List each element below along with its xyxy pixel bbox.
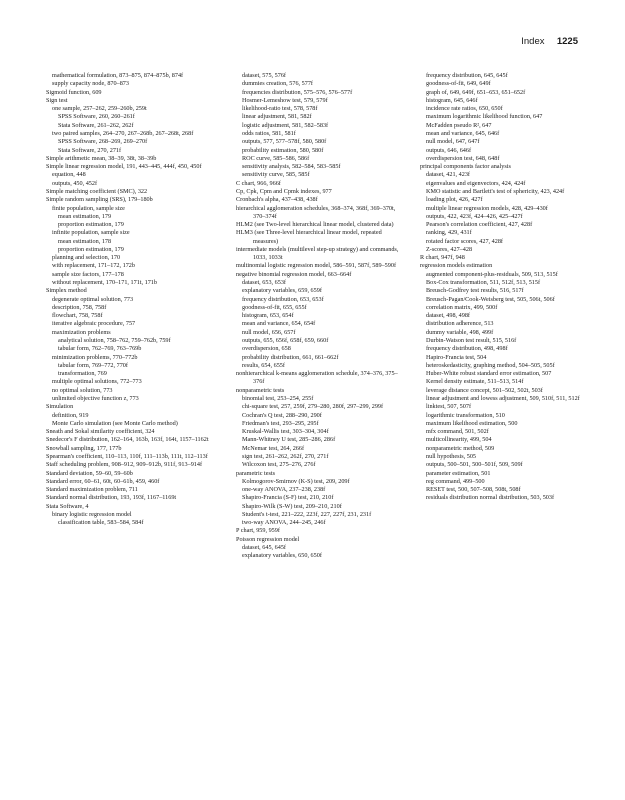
index-entry: Student's t-test, 221–222, 223f, 227, 227f, 231, 231f bbox=[242, 510, 372, 518]
index-entry: linear adjustment, 581, 582f bbox=[242, 113, 312, 121]
index-entry: McFadden pseudo R², 647 bbox=[426, 121, 492, 129]
index-entry: mean estimation, 178 bbox=[58, 237, 112, 245]
index-entry: McNemar test, 264, 266f bbox=[242, 444, 305, 452]
index-entry: results, 654, 655f bbox=[242, 361, 285, 369]
index-entry: Snowball sampling, 177, 177b bbox=[46, 444, 122, 452]
index-entry: no optimal solution, 773 bbox=[52, 386, 113, 394]
index-entry: maximum logarithmic likelihood function, 647 bbox=[426, 113, 543, 121]
index-entry: binomial test, 253–254, 255f bbox=[242, 394, 314, 402]
index-entry: Spearman's coefficient, 110–113, 110f, 111–113b, 111t, 112–113f bbox=[46, 452, 208, 460]
index-entry: Box-Cox transformation, 511, 512f, 513, 515f bbox=[426, 279, 541, 287]
index-entry: Stata Software, 261–262, 262f bbox=[58, 121, 134, 129]
index-entry: outputs, 500–501, 500–501f, 509, 509f bbox=[426, 461, 523, 469]
index-entry: tabular form, 762–769, 763–769b bbox=[58, 345, 142, 353]
index-entry: linktest, 507, 507f bbox=[426, 403, 472, 411]
index-entry: Sign test bbox=[46, 96, 68, 104]
index-entry: infinite population, sample size bbox=[52, 229, 130, 237]
index-entry: nonhierarchical k-means agglomeration schedule, 374–376, 375–376f bbox=[236, 370, 398, 386]
index-entry: outputs, 577, 577–578f, 580, 580f bbox=[242, 138, 327, 146]
index-entry: incidence rate ratios, 650, 650f bbox=[426, 105, 503, 113]
index-entry: sign test, 261–262, 262f, 270, 271f bbox=[242, 452, 329, 460]
index-entry: dataset, 498, 498f bbox=[426, 312, 470, 320]
index-entry: multicollinearity, 499, 504 bbox=[426, 436, 492, 444]
index-column-1 bbox=[46, 72, 218, 561]
index-entry: proportion estimation, 179 bbox=[58, 245, 124, 253]
index-entry: loading plot, 426, 427f bbox=[426, 196, 483, 204]
running-header-section: Index bbox=[521, 36, 545, 47]
index-entry: dataset, 653, 653f bbox=[242, 279, 286, 287]
index-entry: Stata Software, 270, 271f bbox=[58, 146, 122, 154]
index-entry: hierarchical agglomeration schedules, 368–374, 368f, 369–370t, 370–374f bbox=[236, 204, 396, 220]
index-entry: outputs, 646, 646f bbox=[426, 146, 472, 154]
index-entry: Simple linear regression model, 191, 443–445, 444f, 450, 450f bbox=[46, 163, 202, 171]
index-entry: Hosmer-Lemeshow test, 579, 579f bbox=[242, 96, 328, 104]
index-entry: Staff scheduling problem, 908–912, 909–912b, 911f, 913–914f bbox=[46, 461, 203, 469]
index-column-3 bbox=[414, 72, 586, 561]
index-entry: linear adjustment and lowess adjustment, 509, 510f, 511, 512f bbox=[426, 394, 580, 402]
index-entry: dummies creation, 576, 577f bbox=[242, 80, 313, 88]
index-entry: distribution adherence, 513 bbox=[426, 320, 494, 328]
index-entry: outputs, 450, 452f bbox=[52, 179, 98, 187]
index-entry: Mann-Whitney U test, 285–286, 286f bbox=[242, 436, 336, 444]
index-entry: frequency distribution, 653, 653f bbox=[242, 295, 324, 303]
index-entry: mfx command, 501, 502f bbox=[426, 428, 489, 436]
index-entry: Standard error, 60–61, 60t, 60–61b, 459, 460f bbox=[46, 477, 160, 485]
index-entry: maximization problems bbox=[52, 328, 111, 336]
index-entry: SPSS Software, 260, 260–261f bbox=[58, 113, 135, 121]
index-entry: Breusch-Pagan/Cook-Weisberg test, 505, 506t, 506f bbox=[426, 295, 555, 303]
index-entry: Simulation bbox=[46, 403, 74, 411]
index-entry: residuals distribution normal distribution, 503, 503f bbox=[426, 494, 555, 502]
index-entry: Z-scores, 427–428 bbox=[426, 245, 473, 253]
index-entry: without replacement, 170–171, 171t, 171b bbox=[52, 279, 157, 287]
index-entry: histogram, 645, 646f bbox=[426, 96, 478, 104]
index-entry: correlation matrix, 499, 500f bbox=[426, 303, 498, 311]
index-entry: Sneath and Sokal similarity coefficient, 324 bbox=[46, 428, 155, 436]
index-entry: outputs, 655, 656f, 658f, 659, 660f bbox=[242, 337, 329, 344]
index-entry: one sample, 257–262, 259–260b, 259t bbox=[52, 105, 147, 113]
index-entry: HLM2 (see Two-level hierarchical linear model, clustered data) bbox=[236, 221, 394, 229]
index-entry: graph of, 649, 649f, 651–653, 651–652f bbox=[426, 88, 526, 96]
index-entry: Kernel density estimate, 511–513, 514f bbox=[426, 378, 524, 386]
index-entry: heteroskedasticity, graphing method, 504–505, 505f bbox=[426, 361, 555, 369]
page-number: 1225 bbox=[556, 36, 578, 47]
index-entry: Standard maximization problem, 711 bbox=[46, 486, 138, 494]
index-entry: analytical solution, 758–762, 759–762b, 759f bbox=[58, 337, 171, 344]
index-entry: KMO statistic and Bartlett's test of sphericity, 423, 424f bbox=[426, 187, 565, 195]
index-entry: with replacement, 171–172, 172b bbox=[52, 262, 135, 270]
index-entry: description, 758, 758f bbox=[52, 303, 107, 311]
index-entry: iterative algebraic procedure, 757 bbox=[52, 320, 136, 328]
index-entry: goodness-of-fit, 655, 655f bbox=[242, 303, 307, 311]
index-columns bbox=[46, 72, 586, 561]
index-entry: Standard deviation, 59–60, 59–60b bbox=[46, 469, 133, 477]
index-entry: Cronbach's alpha, 437–438, 438f bbox=[236, 196, 318, 204]
index-entry: maximum likelihood estimation, 500 bbox=[426, 419, 518, 427]
index-entry: null model, 647, 647f bbox=[426, 138, 480, 146]
index-entry: frequency distribution, 645, 645f bbox=[426, 72, 508, 79]
index-entry: Pearson's correlation coefficient, 427, 428f bbox=[426, 221, 533, 229]
index-entry: dummy variable, 498, 499f bbox=[426, 328, 494, 336]
index-entry: Kolmogorov-Smirnov (K-S) test, 209, 209f bbox=[242, 477, 350, 485]
index-entry: frequencies distribution, 575–576, 576–577f bbox=[242, 88, 353, 96]
index-entry: mean estimation, 179 bbox=[58, 212, 112, 220]
index-entry: Simple matching coefficient (SMC), 322 bbox=[46, 187, 148, 195]
index-entry: eigenvalues and eigenvectors, 424, 424f bbox=[426, 179, 526, 187]
index-entry: null model, 656, 657f bbox=[242, 328, 296, 336]
index-entry: proportion estimation, 179 bbox=[58, 221, 124, 229]
index-entry: nonparametric tests bbox=[236, 386, 285, 394]
index-entry: sample size factors, 177–178 bbox=[52, 270, 124, 278]
index-entry: intermediate models (multilevel step-up strategy) and commands, 1033, 1033t bbox=[236, 245, 399, 262]
index-entry: Poisson regression model bbox=[236, 535, 300, 543]
index-entry: ranking, 429, 431f bbox=[426, 229, 472, 237]
index-entry: Monte Carlo simulation (see Monte Carlo method) bbox=[52, 419, 178, 427]
index-entry: leverage distance concept, 501–502, 502t, 503f bbox=[426, 386, 543, 394]
index-entry: dataset, 645, 645f bbox=[242, 544, 286, 552]
index-entry: C chart, 966, 966f bbox=[236, 179, 281, 187]
index-entry: sensitivity analysis, 582–584, 583–585f bbox=[242, 163, 341, 171]
index-entry: parameter estimation, 501 bbox=[426, 469, 491, 477]
index-entry: tabular form, 769–772, 770f bbox=[58, 361, 128, 369]
index-entry: histogram, 653, 654f bbox=[242, 312, 294, 320]
index-entry: explanatory variables, 659, 659f bbox=[242, 287, 322, 295]
index-entry: chi-square test, 257, 259f, 279–280, 280f, 297–299, 299f bbox=[242, 403, 384, 411]
index-entry: degenerate optimal solution, 773 bbox=[52, 295, 134, 303]
index-entry: dataset, 575, 576f bbox=[242, 72, 286, 79]
index-entry: frequency distribution, 498, 498f bbox=[426, 345, 508, 353]
running-header bbox=[521, 36, 578, 47]
index-entry: logistic adjustment, 581, 582–583f bbox=[242, 121, 329, 129]
index-entry: supply capacity node, 870–873 bbox=[52, 80, 129, 88]
index-entry: R chart, 947f, 948 bbox=[420, 254, 465, 262]
index-entry: mean and variance, 654, 654f bbox=[242, 320, 316, 328]
index-entry: augmented component-plus-residuals, 509, 513, 515f bbox=[426, 270, 558, 278]
index-entry: negative binomial regression model, 663–664f bbox=[236, 270, 352, 278]
index-entry: Breusch-Godfrey test results, 516, 517f bbox=[426, 287, 524, 295]
index-entry: ROC curve, 585–586, 586f bbox=[242, 154, 310, 162]
index-entry: Cp, Cpk, Cpm and Cpmk indexes, 977 bbox=[236, 187, 332, 195]
index-entry: multiple linear regression models, 428, 429–430f bbox=[426, 204, 548, 212]
index-entry: odds ratios, 581, 581f bbox=[242, 129, 296, 137]
index-entry: two paired samples, 264–270, 267–268b, 267–268t, 268f bbox=[52, 129, 194, 137]
index-entry: Sigmoid function, 609 bbox=[46, 88, 102, 96]
index-entry: RESET test, 500, 507–508, 508t, 508f bbox=[426, 486, 521, 494]
index-entry: Friedman's test, 293–295, 295f bbox=[242, 419, 319, 427]
index-entry: Wilcoxon test, 275–276, 276f bbox=[242, 461, 316, 469]
index-entry: SPSS Software, 268–269, 269–270f bbox=[58, 138, 148, 146]
index-entry: Stata Software, 4 bbox=[46, 502, 89, 510]
index-entry: finite population, sample size bbox=[52, 204, 125, 212]
index-entry: rotated factor scores, 427, 428f bbox=[426, 237, 503, 245]
index-entry: nonparametric method, 509 bbox=[426, 444, 495, 452]
index-entry: planning and selection, 170 bbox=[52, 254, 121, 262]
index-column-2 bbox=[230, 72, 402, 561]
index-entry: explanatory variables, 650, 650f bbox=[242, 552, 322, 560]
index-entry: sensitivity curve, 585, 585f bbox=[242, 171, 310, 179]
index-entry: regression models estimation bbox=[420, 262, 493, 270]
index-entry: likelihood-ratio test, 578, 578f bbox=[242, 105, 318, 113]
index-entry: overdispersion test, 648, 648f bbox=[426, 154, 500, 162]
index-entry: Cochran's Q test, 288–290, 290f bbox=[242, 411, 322, 419]
index-entry: multinomial logistic regression model, 586–591, 587f, 589–590f bbox=[236, 262, 396, 270]
index-entry: unlimited objective function z, 773 bbox=[52, 394, 139, 402]
index-entry: Simple random sampling (SRS), 179–180b bbox=[46, 196, 153, 204]
index-entry: reg command, 499–500 bbox=[426, 477, 485, 485]
index-entry: outputs, 422, 423f, 424–426, 425–427f bbox=[426, 212, 523, 220]
index-entry: P chart, 959, 959f bbox=[236, 527, 280, 535]
index-entry: two-way ANOVA, 244–245, 246f bbox=[242, 519, 326, 527]
index-entry: principal components factor analysis bbox=[420, 163, 511, 171]
index-entry: binary logistic regression model bbox=[52, 510, 132, 518]
index-entry: dataset, 421, 423f bbox=[426, 171, 470, 179]
index-entry: mathematical formulation, 873–875, 874–875b, 874f bbox=[52, 72, 184, 79]
index-entry: Snedecor's F distribution, 162–164, 163b, 163f, 164t, 1157–1162t bbox=[46, 436, 209, 444]
index-entry: probability distribution, 661, 661–662f bbox=[242, 353, 339, 361]
index-entry: probability estimation, 580, 580f bbox=[242, 146, 324, 154]
index-entry: Kruskal-Wallis test, 303–304, 304f bbox=[242, 428, 329, 436]
index-entry: definition, 919 bbox=[52, 411, 89, 419]
index-entry: parametric tests bbox=[236, 469, 275, 477]
index-entry: multiple optimal solutions, 772–773 bbox=[52, 378, 142, 386]
index-entry: equation, 448 bbox=[52, 171, 86, 179]
index-entry: Durbin-Watson test result, 515, 516f bbox=[426, 337, 517, 344]
index-entry: Shapiro-Francia (S-F) test, 210, 210f bbox=[242, 494, 334, 502]
index-entry: null hypothesis, 505 bbox=[426, 452, 477, 460]
index-entry: Standard normal distribution, 193, 193f, 1167–1169t bbox=[46, 494, 177, 502]
index-entry: mean and variance, 645, 646f bbox=[426, 129, 500, 137]
index-entry: minimization problems, 770–772b bbox=[52, 353, 138, 361]
index-entry: Simplex method bbox=[46, 287, 87, 295]
index-entry: overdispersion, 658 bbox=[242, 345, 291, 353]
index-entry: Simple arithmetic mean, 38–39, 38t, 38–39b bbox=[46, 154, 157, 162]
index-entry: Huber-White robust standard error estimation, 507 bbox=[426, 370, 552, 378]
index-entry: logarithmic transformation, 510 bbox=[426, 411, 505, 419]
index-entry: Shapiro-Wilk (S-W) test, 209–210, 210f bbox=[242, 502, 342, 510]
index-entry: goodness-of-fit, 649, 649f bbox=[426, 80, 491, 88]
index-entry: transformation, 769 bbox=[58, 370, 107, 378]
index-entry: Hapiro-Francia test, 504 bbox=[426, 353, 487, 361]
index-entry: HLM3 (see Three-level hierarchical linear model, repeated measures) bbox=[236, 229, 382, 245]
index-entry: flowchart, 758, 758f bbox=[52, 312, 103, 320]
index-entry: one-way ANOVA, 237–238, 238f bbox=[242, 486, 326, 494]
index-entry: classification table, 583–584, 584f bbox=[58, 519, 144, 527]
